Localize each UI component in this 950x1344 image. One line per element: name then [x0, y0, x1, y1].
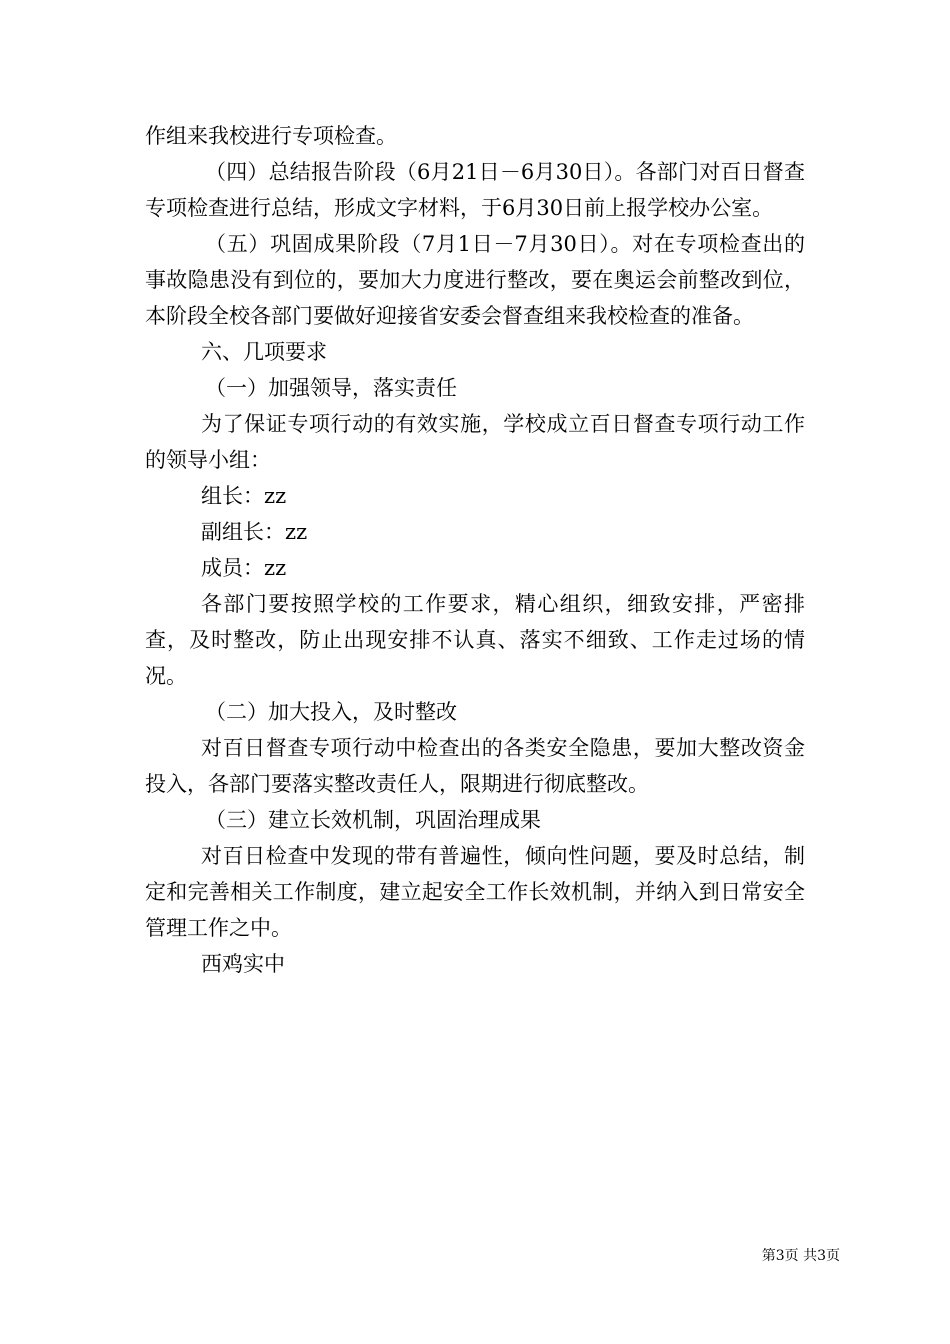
page-number-footer: 第3页 共3页 — [761, 1248, 840, 1264]
leader-line: 组长：zz — [201, 484, 287, 508]
deputy-leader-line: 副组长：zz — [201, 520, 308, 544]
paragraph-stage-five: （五）巩固成果阶段（7月1日－7月30日）。对在专项检查出的事故隐患没有到位的，要加大力度进行整改，要在奥运会前整改到位，本阶段全校各部门要做好迎接省安委会督查组来我校检查的准备。 — [145, 232, 805, 328]
paragraph-stage-four: （四）总结报告阶段（6月21日－6月30日）。各部门对百日督查专项检查进行总结，形成文字材料，于6月30日前上报学校办公室。 — [145, 160, 805, 220]
document-body — [145, 118, 805, 982]
subheading-leadership: （一）加强领导，落实责任 — [205, 376, 457, 400]
paragraph-investment: 对百日督查专项行动中检查出的各类安全隐患，要加大整改资金投入，各部门要落实整改责任人，限期进行彻底整改。 — [145, 736, 805, 796]
subheading-mechanism: （三）建立长效机制，巩固治理成果 — [205, 808, 541, 832]
subheading-investment: （二）加大投入，及时整改 — [205, 700, 457, 724]
signature-school: 西鸡实中 — [201, 952, 285, 976]
paragraph-departments: 各部门要按照学校的工作要求，精心组织，细致安排，严密排查，及时整改，防止出现安排不认真、落实不细致、工作走过场的情况。 — [145, 592, 805, 688]
paragraph-leadership-group: 为了保证专项行动的有效实施，学校成立百日督查专项行动工作的领导小组： — [145, 412, 805, 472]
members-line: 成员：zz — [201, 556, 287, 580]
section-heading-requirements: 六、几项要求 — [201, 340, 327, 364]
paragraph-continuation: 作组来我校进行专项检查。 — [145, 124, 397, 148]
paragraph-mechanism: 对百日检查中发现的带有普遍性，倾向性问题，要及时总结，制定和完善相关工作制度，建立起安全工作长效机制，并纳入到日常安全管理工作之中。 — [145, 844, 805, 940]
